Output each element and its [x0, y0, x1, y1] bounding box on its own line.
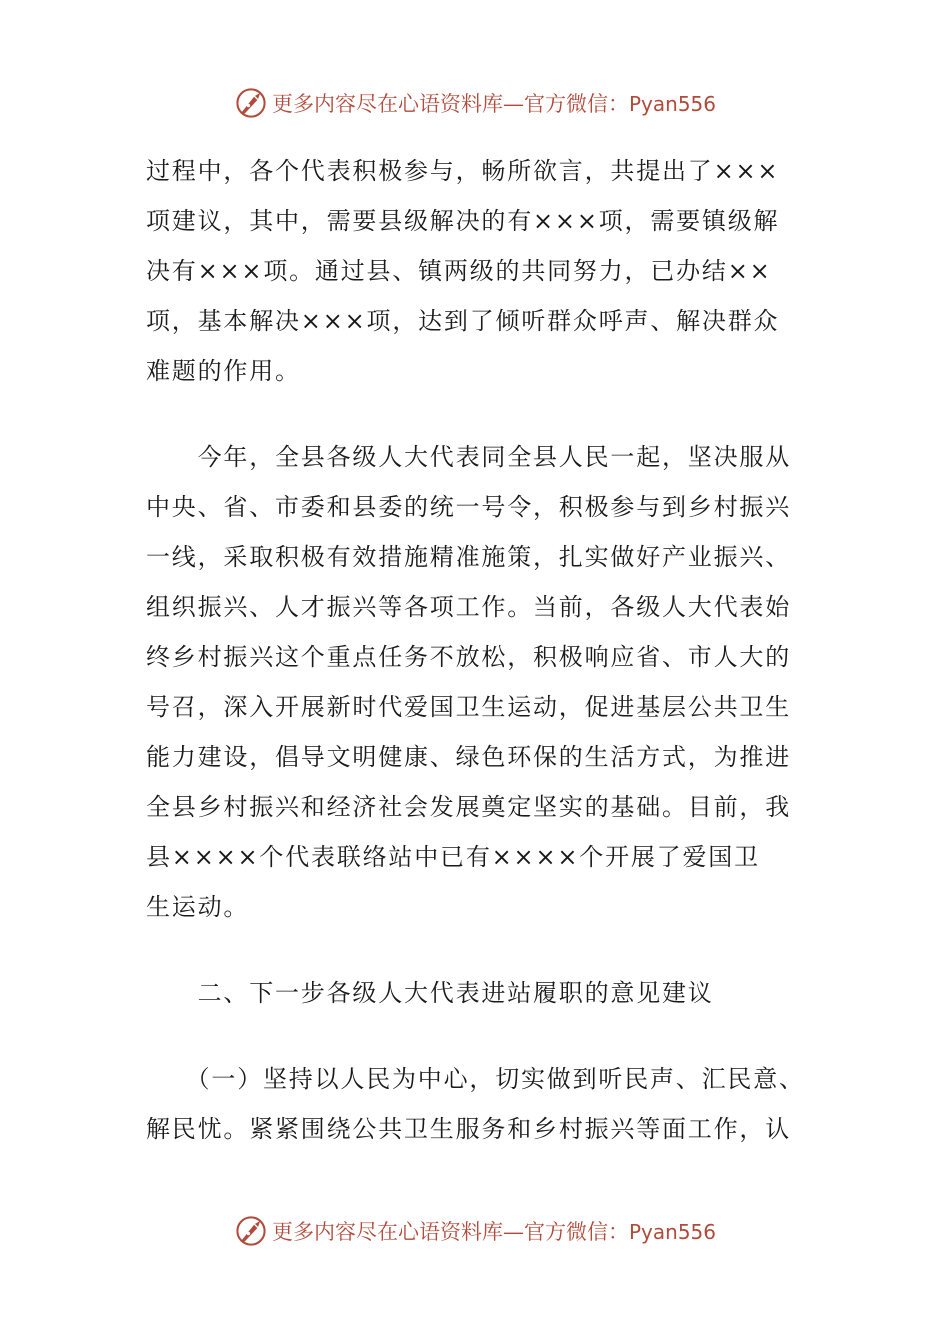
- paragraph-2: [146, 432, 806, 932]
- text-line: 过程中，各个代表积极参与，畅所欲言，共提出了×××: [146, 157, 780, 185]
- text-line: 组织振兴、人才振兴等各项工作。当前，各级人大代表始: [146, 593, 791, 621]
- text-line: 项建议，其中，需要县级解决的有×××项，需要镇级解: [146, 207, 780, 235]
- document-body: [146, 146, 806, 1154]
- text-line: 号召，深入开展新时代爱国卫生运动，促进基层公共卫生: [146, 693, 791, 721]
- text-line: 能力建设，倡导文明健康、绿色环保的生活方式，为推进: [146, 743, 791, 771]
- text-line: 县××××个代表联络站中已有××××个开展了爱国卫: [146, 843, 760, 871]
- text-line: 生运动。: [146, 893, 250, 921]
- text-line: 解民忧。紧紧围绕公共卫生服务和乡村振兴等面工作，认: [146, 1115, 791, 1143]
- heading-line: 二、下一步各级人大代表进站履职的意见建议: [146, 979, 714, 1007]
- text-line: 项，基本解决×××项，达到了倾听群众呼声、解决群众: [146, 307, 780, 335]
- text-line: 决有×××项。通过县、镇两级的共同努力，已办结××: [146, 257, 772, 285]
- paragraph-3: [146, 1054, 806, 1154]
- text-line: 中央、省、市委和县委的统一号令，积极参与到乡村振兴: [146, 493, 791, 521]
- wechat-id: Pyan556: [628, 1220, 716, 1244]
- wechat-id: Pyan556: [628, 92, 716, 116]
- text-line: 全县乡村振兴和经济社会发展奠定坚实的基础。目前，我: [146, 793, 791, 821]
- banner-text: 更多内容尽在心语资料库—官方微信：Pyan556: [271, 92, 716, 116]
- pen-nib-logo-icon: [234, 1214, 268, 1248]
- banner-text: 更多内容尽在心语资料库—官方微信：Pyan556: [271, 1220, 716, 1244]
- text-line: 难题的作用。: [146, 357, 301, 385]
- pen-nib-logo-icon: [234, 86, 268, 120]
- text-line: 终乡村振兴这个重点任务不放松，积极响应省、市人大的: [146, 643, 791, 671]
- text-line: 今年，全县各级人大代表同全县人民一起，坚决服从: [146, 443, 791, 471]
- section-heading: [146, 968, 806, 1018]
- paragraph-1: [146, 146, 806, 396]
- header-banner: [0, 83, 950, 123]
- text-line: （一）坚持以人民为中心，切实做到听民声、汇民意、: [146, 1065, 805, 1093]
- text-line: 一线，采取积极有效措施精准施策，扎实做好产业振兴、: [146, 543, 791, 571]
- footer-banner: [0, 1211, 950, 1251]
